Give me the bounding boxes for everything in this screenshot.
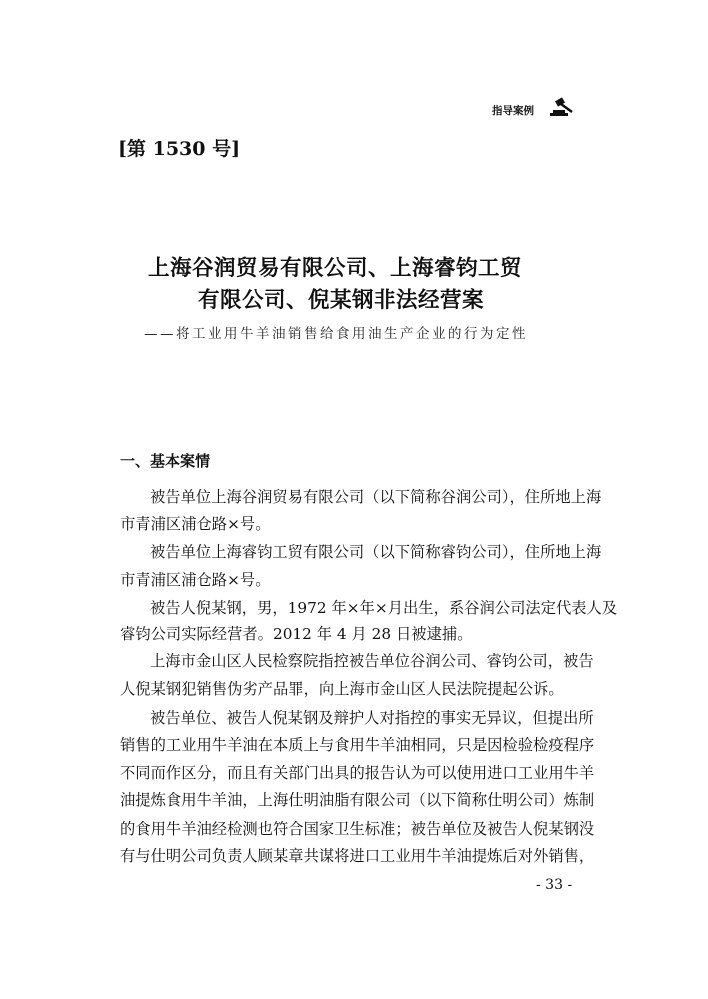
- body-line: 被告单位上海谷润贸易有限公司（以下简称谷润公司），住所地上海: [150, 488, 602, 506]
- subtitle: ——将工业用牛羊油销售给食用油生产企业的行为定性: [144, 326, 528, 342]
- running-header: 指导案例: [492, 105, 534, 117]
- body-line: 被告单位上海睿钧工贸有限公司（以下简称睿钧公司），住所地上海: [150, 543, 602, 561]
- body-line: 市青浦区浦仓路×号。: [120, 571, 271, 589]
- body-line: 睿钧公司实际经营者。2012 年 4 月 28 日被逮捕。: [120, 625, 473, 643]
- body-line: 不同而作区分，而且有关部门出具的报告认为可以使用进口工业用牛羊: [120, 764, 595, 782]
- body-line: 被告人倪某钢，男，1972 年×年×月出生，系谷润公司法定代表人及: [150, 599, 618, 617]
- page-number: - 33 -: [536, 877, 573, 893]
- case-number: [第 1530 号]: [118, 138, 241, 160]
- section-heading: 一、基本案情: [120, 452, 211, 470]
- body-line: 油提炼食用牛羊油，上海仕明油脂有限公司（以下简称仕明公司）炼制: [120, 791, 595, 809]
- body-line: 市青浦区浦仓路×号。: [120, 515, 271, 533]
- body-line: 销售的工业用牛羊油在本质上与食用牛羊油相同，只是因检验检疫程序: [120, 736, 595, 754]
- body-line: 被告单位、被告人倪某钢及辩护人对指控的事实无异议，但提出所: [150, 709, 594, 727]
- title-line-2: 有限公司、倪某钢非法经营案: [198, 288, 485, 313]
- body-line: 有与仕明公司负责人顾某章共谋将进口工业用牛羊油提炼后对外销售，: [120, 847, 595, 865]
- gavel-icon: [548, 96, 574, 118]
- body-line: 的食用牛羊油经检测也符合国家卫生标准；被告单位及被告人倪某钢没: [120, 820, 595, 838]
- body-line: 上海市金山区人民检察院指控被告单位谷润公司、睿钧公司，被告: [150, 652, 594, 670]
- title-line-1: 上海谷润贸易有限公司、上海睿钧工贸: [148, 256, 523, 281]
- body-line: 人倪某钢犯销售伪劣产品罪，向上海市金山区人民法院提起公诉。: [120, 680, 564, 698]
